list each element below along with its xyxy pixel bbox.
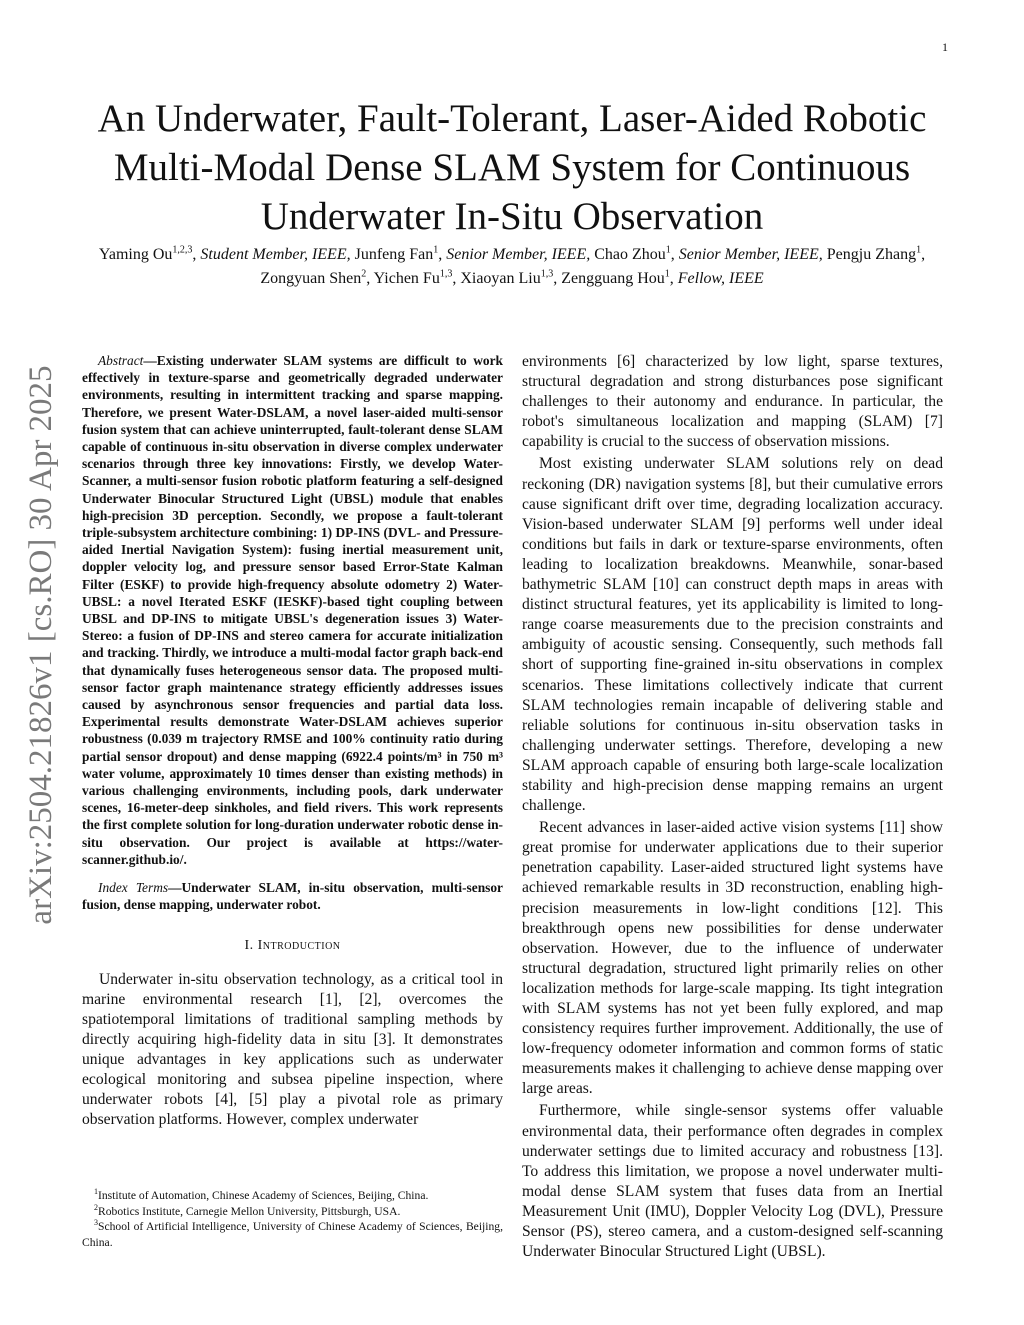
footnote: $^3$School of Artificial Intelligence, University of Chinese Academy of Sciences, Beijing, China. [82,1218,503,1249]
body-paragraph: Furthermore, while single-sensor systems offer valuable environmental data, their performance often degrades in complex underwater settings due to limited accuracy and robustness [13]. To address this limitation, we propose a novel underwater multi-modal dense SLAM system that fuses data from an Inertial Measurement Unit (IMU), Doppler Velocity Log (DVL), Pressure Sensor (PS), stereo camera, and a custom-designed self-scanning Underwater Binocular Structured Light (UBSL). [522,1102,943,1261]
author-affiliation: 1 [664,268,670,280]
left-column [82,352,503,1130]
author-name: Yichen Fu [373,270,440,287]
footnotes [82,1188,503,1250]
author-affiliation: 1,2,3 [172,244,193,256]
author-list: Yaming Ou$^{1,2,3}$, Student Member, IEEE, Junfeng Fan$^1$, Senior Member, IEEE, Chao Zhou$^1$, Senior Member, IEEE, Pengju Zhang$^1$, Zongyuan Shen$^2$, Yichen Fu$^{1,3}$, Xiaoyan Liu$^{1,3}$, Zengguang Hou$^1$, Fellow, IEEE [98,244,926,287]
body-paragraph: Recent advances in laser-aided active vision systems [11] show great promise for underwater applications due to their superior penetration capability. Laser-aided structured light systems have achieved remarkable results in 3D reconstruction, enabling high-precision measurements in low-light conditions [12]. This breakthrough opens new possibilities for dense underwater observation. However, due to the influence of underwater structural degradation, structured light primarily relies on other localization methods for large-scale mapping. Its tight integration with SLAM systems has not yet been fully explored, and map consistency requires further improvement. Additionally, the use of low-frequency odometer information and common forms of static measurements makes it challenging to achieve dense mapping over large areas. [522,819,943,1098]
author-name: Xiaoyan Liu [460,270,541,287]
author-affiliation: 1 [916,244,922,256]
section-heading: I. Introduction [244,937,341,953]
body-paragraph: Underwater in-situ observation technology, as a critical tool in marine environmental research [1], [2], overcomes the spatiotemporal limitations of traditional sampling methods by directly acquiring high-fidelity data in situ [3]. It demonstrates unique advantages in key applications such as underwater ecological monitoring and subsea pipeline inspection, where underwater robots [4], [5] play a pivotal role as primary observation platforms. However, complex underwater [82,970,503,1129]
author-name: Zongyuan Shen [260,270,362,287]
author-affiliation: 1,3 [439,268,453,280]
index-terms [82,879,503,913]
body-paragraph: environments [6] characterized by low light, sparse textures, structural degradation and strong disturbances pose significant challenges to their autonomy and endurance. In particular, the robot's simultaneous localization and mapping (SLAM) [7] capability is crucial to the success of observation missions. [522,353,943,451]
author-name: Zengguang Hou [561,270,665,287]
arxiv-stamp: arXiv:2504.21826v1 [cs.RO] 30 Apr 2025 [23,365,59,925]
author-name: Chao Zhou [594,246,666,263]
footnote: $^1$Institute of Automation, Chinese Academy of Sciences, Beijing, China. [94,1187,429,1202]
author-role: Senior Member, IEEE, [678,246,823,263]
author-name: Junfeng Fan [354,246,434,263]
body-paragraph: Most existing underwater SLAM solutions rely on dead reckoning (DR) navigation systems [8], but their cumulative errors cause significant drift over time, degrading localization accuracy. Vision-based underwater SLAM [9] performs well under ideal conditions but fails in dark or texture-sparse environments, often leading to localization breakdowns. Meanwhile, sonar-based bathymetric SLAM [10] can construct depth maps in areas with distinct structural features, yet its applicability is limited to long-range coarse measurements due to the precision constraints and ambiguity of acoustic sensing. Consequently, such methods fall short of supporting fine-grained in-situ observations in complex scenarios. These limitations collectively indicate that current SLAM technologies remain incapable of delivering stable and reliable solutions for continuous in-situ observation tasks in challenging underwater settings. Therefore, developing a new SLAM approach capable of ensuring both large-scale localization stability and high-precision dense mapping remains an urgent challenge. [522,455,943,815]
abstract [82,352,503,868]
author-affiliation: 1 [433,244,439,256]
author-name: Yaming Ou [98,246,173,263]
author-role: Student Member, IEEE, [200,246,351,263]
author-role: Senior Member, IEEE, [446,246,591,263]
index-terms-label: Index Terms [98,880,169,896]
right-column [522,352,943,1262]
author-affiliation: 2 [361,268,367,280]
author-name: Pengju Zhang [826,246,917,263]
author-role: Fellow, IEEE [677,270,764,287]
author-affiliation: 1,3 [540,268,554,280]
abstract-text: —Existing underwater SLAM systems are difficult to work effectively in texture-sparse and geometrically degraded underwater environments, resulting in intermittent tracking and sparse mapping. Therefore, we present Water-DSLAM, a novel laser-aided multi-sensor fusion system that can achieve uninterrupted, fault-tolerant dense SLAM capable of continuous in-situ observation in diverse complex underwater scenarios through three key innovations: Firstly, we develop Water-Scanner, a multi-sensor fusion robotic platform featuring a self-designed Underwater Binocular Structured Light (UBSL) module that enables high-precision 3D perception. Secondly, we propose a fault-tolerant triple-subsystem architecture combining: 1) DP-INS (DVL- and Pressure-aided Inertial Navigation System): fusing inertial measurement unit, doppler velocity log, and pressure sensor based Error-State Kalman Filter (ESKF) to provide high-frequency absolute odometry 2) Water-UBSL: a novel Iterated ESKF (IESKF)-based tight coupling between UBSL and DP-INS to mitigate UBSL's degeneration issues 3) Water-Stereo: a fusion of DP-INS and stereo camera for accurate initialization and tracking. Thirdly, we introduce a multi-modal factor graph back-end that dynamically fuses heterogeneous sensor data. The proposed multi-sensor factor graph maintenance strategy efficiently addresses issues caused by asynchronous sensor frequencies and partial data loss. Experimental results demonstrate Water-DSLAM achieves superior robustness (0.039 m trajectory RMSE and 100% continuity ratio during partial sensor dropout) and dense mapping (6922.4 points/m³ in 750 m³ water volume, approximately 10 times denser than existing methods) in various challenging environments, including pools, dark underwater scenes, 16-meter-deep sinkholes, and field rivers. This work represents the first complete solution for long-duration underwater robotic dense in-situ observation. Our project is available at https://water-scanner.github.io/. [82,353,503,867]
paper-title: An Underwater, Fault-Tolerant, Laser-Aided Robotic Multi-Modal Dense SLAM System for Continuous Underwater In-Situ Observation [97,97,927,238]
author-affiliation: 1 [665,244,671,256]
footnote: $^2$Robotics Institute, Carnegie Mellon University, Pittsburgh, USA. [94,1202,401,1218]
index-terms-text: —Underwater SLAM, in-situ observation, multi-sensor fusion, dense mapping, underwater robot. [82,880,503,913]
page-number: 1 [942,40,948,54]
abstract-label: Abstract [98,353,144,368]
